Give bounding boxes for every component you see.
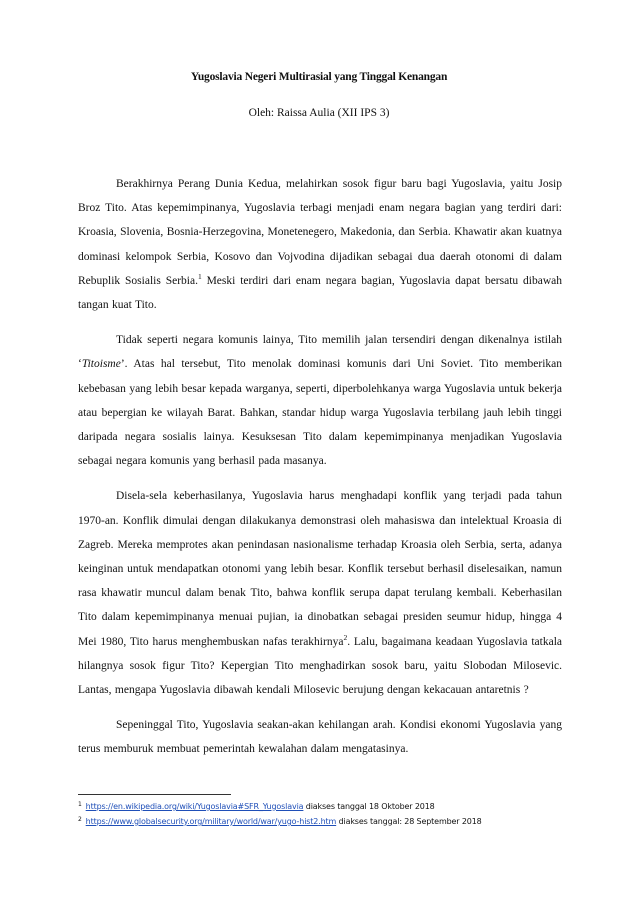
- footnote-2-text: diakses tanggal: 28 September 2018: [336, 817, 482, 826]
- footnote-2: [78, 814, 578, 829]
- footnote-2-link[interactable]: https://www.globalsecurity.org/military/world/war/yugo-hist2.htm: [85, 817, 337, 826]
- footnote-separator: [78, 794, 231, 795]
- document-author: Oleh: Raissa Aulia (XII IPS 3): [248, 107, 390, 119]
- document-body: [78, 172, 562, 773]
- paragraph-2-italic-term: Titoisme: [81, 358, 121, 371]
- footnote-2-number: 2: [78, 816, 82, 823]
- paragraph-1-text-a: Berakhirnya Perang Dunia Kedua, melahirkan sosok figur baru bagi Yugoslavia, yaitu Josip Broz Tito. Atas kepemimpinanya, Yugoslavia terbagi menjadi enam negara bagian yang terdiri dari: Kroasia, Slovenia, Bosnia-Herzegovina, Monetenegero, Makedonia, dan Serbia. Khawatir akan kuatnya dominasi kelompok Serbia, Kosovo dan Vojvodina dijadikan sebagai dua daerah otonomi di dalam Rebuplik Sosialis Serbia.: [78, 178, 562, 287]
- paragraph-3-text-b: . Lalu, bagaimana keadaan Yugoslavia tatkala hilangnya sosok figur Tito? Kepergian Tito menghadirkan sosok baru, yaitu Slobodan Milosevic. Lantas, mengapa Yugoslavia dibawah kendali Milosevic berujung dengan kekacauan antaretnis ?: [78, 635, 562, 697]
- footnote-ref-2[interactable]: 2: [343, 632, 348, 642]
- footnote-1-text: diakses tanggal 18 Oktober 2018: [303, 802, 435, 811]
- paragraph-2: [78, 328, 562, 473]
- paragraph-2-text-a: Tidak seperti negara komunis lainya, Tito memilih jalan tersendiri dengan dikenalnya istilah ‘: [78, 334, 562, 371]
- footnote-1-link[interactable]: https://en.wikipedia.org/wiki/Yugoslavia#SFR_Yugoslavia: [85, 802, 304, 811]
- footnote-1-number: 1: [78, 801, 82, 808]
- paragraph-1-text-b: Meski terdiri dari enam negara bagian, Yugoslavia dapat bersatu dibawah tangan kuat Tito.: [78, 274, 562, 312]
- paragraph-4: [78, 713, 562, 761]
- paragraph-3: [78, 484, 562, 702]
- paragraph-3-text-a: Disela-sela keberhasilanya, Yugoslavia harus menghadapi konflik yang terjadi pada tahun 1970-an. Konflik dimulai dengan dilakukanya demonstrasi oleh mahasiswa dan intelektual Kroasia di Zagreb. Mereka memprotes akan penindasan nasionalisme terhadap Kroasia oleh Serbia, serta, adanya keinginan untuk mendapatkan otonomi yang lebih besar. Konflik tersebut berhasil diselesaikan, namun rasa khawatir muncul dalam benak Tito, bahwa konflik serupa dapat terulang kembali. Keberhasilan Tito dalam kepemimpinanya menuai pujian, ia dinobatkan sebagai presiden seumur hidup, hingga 4 Mei 1980, Tito harus menghembuskan nafas terakhirnya: [78, 490, 562, 648]
- paragraph-4-text: Sepeninggal Tito, Yugoslavia seakan-akan kehilangan arah. Kondisi ekonomi Yugoslavia yang terus memburuk membuat pemerintah kewalahan dalam mengatasinya.: [78, 719, 562, 756]
- paragraph-1: [78, 172, 562, 317]
- paragraph-2-text-b: ’. Atas hal tersebut, Tito menolak dominasi komunis dari Uni Soviet. Tito memberikan kebebasan yang lebih besar kepada warganya, seperti, diperbolehkanya warga Yugoslavia untuk bekerja atau bepergian ke wilayah Barat. Bahkan, standar hidup warga Yugoslavia terbilang jauh lebih tinggi daripada negara sosialis lainya. Kesuksesan Tito dalam kepemimpinanya menjadikan Yugoslavia sebagai negara komunis yang berhasil pada masanya.: [78, 358, 562, 468]
- footnote-ref-1[interactable]: 1: [197, 271, 202, 281]
- document-title: Yugoslavia Negeri Multirasial yang Tinggal Kenangan: [190, 71, 448, 83]
- footnotes: [78, 799, 578, 829]
- footnote-1: [78, 799, 578, 814]
